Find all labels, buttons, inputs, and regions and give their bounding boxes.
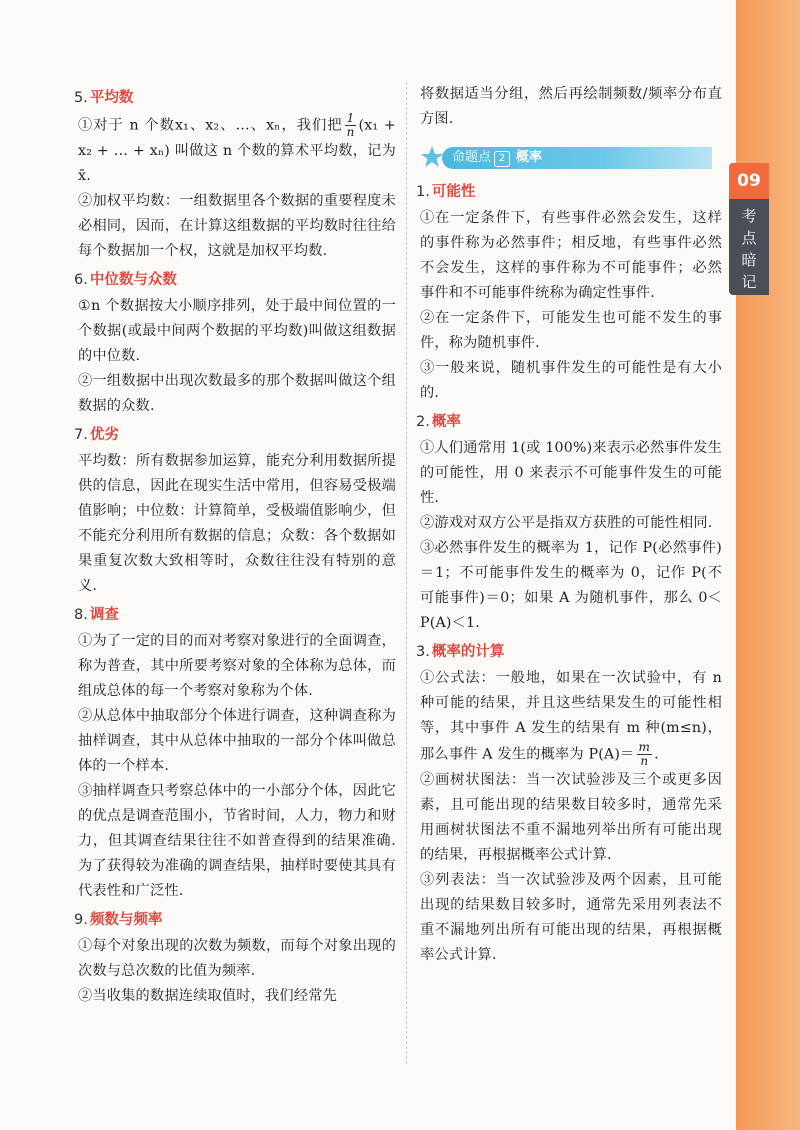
topic-label: 命题点 <box>452 150 492 165</box>
section-7 <box>74 423 396 599</box>
paragraph: ③一般来说，随机事件发生的可能性是有大小的. <box>420 360 722 401</box>
text-run: ①公式法：一般地，如果在一次试验中，有 n 种可能的结果，并且这些结果发生的可能性相等，其中事件 A 发生的结果有 m 种(m≤n)，那么事件 A 发生的概率为 P(A) <box>420 670 722 763</box>
section-title <box>74 908 396 932</box>
section-number: 6. <box>74 272 88 288</box>
chapter-tab[interactable] <box>729 163 769 295</box>
section-title <box>74 423 396 447</box>
section-title-text: 中位数与众数 <box>89 272 177 288</box>
paragraph: ②加权平均数：一组数据里各个数据的重要程度未必相同，因而，在计算这组数据的平均数时往往给每个数据加一个权，这就是加权平均数. <box>78 193 396 259</box>
paragraph: ②从总体中抽取部分个体进行调查，这种调查称为抽样调查，其中从总体中抽取的一部分个体叫做总体的一个样本. <box>78 708 396 774</box>
section-title <box>416 640 722 664</box>
section-number: 8. <box>74 607 88 623</box>
paragraph: ③必然事件发生的概率为 1，记作 P(必然事件)＝1；不可能事件发生的概率为 0，记作 P(不可能事件)＝0；如果 A 为随机事件，那么 0＜P(A)＜1. <box>420 540 722 631</box>
text-run: ＝ <box>620 746 635 763</box>
paragraph: ②当收集的数据连续取值时，我们经常先 <box>78 988 337 1004</box>
paragraph: ①人们通常用 1(或 100%)来表示必然事件发生的可能性，用 0 来表示不可能事件发生的可能性. <box>420 440 722 506</box>
topic-pill <box>442 147 712 169</box>
section-title-text: 频数与频率 <box>89 912 163 928</box>
text-run: . <box>654 746 659 763</box>
section-title <box>74 603 396 627</box>
section-r2 <box>416 410 722 636</box>
fraction-numerator: 1 <box>346 111 355 125</box>
fraction-m-over-n <box>637 741 653 768</box>
fraction-denominator: n <box>640 754 649 768</box>
section-title-text: 优劣 <box>89 427 119 443</box>
section-6 <box>74 268 396 419</box>
paragraph: ②画树状图法：当一次试验涉及三个或更多因素，且可能出现的结果数目较多时，通常先采用画树状图法不重不漏地列举出所有可能出现的结果，再根据概率公式计算. <box>420 772 722 863</box>
paragraph: ①n 个数据按大小顺序排列，处于最中间位置的一个数据(或最中间两个数据的平均数)叫做这组数据的中位数. <box>78 298 396 364</box>
paragraph: ②游戏对双方公平是指双方获胜的可能性相同. <box>420 515 713 531</box>
topic-number: 2 <box>494 151 510 167</box>
section-title-text: 平均数 <box>89 90 134 106</box>
fraction-1-over-n <box>345 112 357 139</box>
paragraph: 平均数：所有数据参加运算，能充分利用数据所提供的信息，因此在现实生活中常用，但容易受极端值影响；中位数：计算简单，受极端值影响少，但不能充分利用所有数据的信息；众数：各个数据如果重复次数大致相等时，众数往往没有特别的意义. <box>78 453 396 594</box>
section-r1 <box>416 180 722 406</box>
section-title <box>74 86 396 110</box>
section-number: 7. <box>74 427 88 443</box>
fraction-numerator: m <box>638 740 651 754</box>
section-number: 2. <box>416 414 430 430</box>
section-title <box>74 268 396 292</box>
section-5 <box>74 86 397 264</box>
section-title-text: 概率的计算 <box>431 644 505 660</box>
section-title-text: 概率 <box>431 414 461 430</box>
section-title <box>416 180 722 204</box>
star-icon <box>420 145 444 169</box>
section-9 <box>74 908 396 1009</box>
text-run: ①对于 n 个数x₁、x₂、…、xₙ，我们把 <box>78 117 343 134</box>
paragraph <box>78 112 396 189</box>
topic-header <box>420 144 722 172</box>
paragraph <box>420 666 722 768</box>
section-title <box>416 410 722 434</box>
paragraph: ①每个对象出现的次数为频数，而每个对象出现的次数与总次数的比值为频率. <box>78 938 396 979</box>
fraction-denominator: n <box>346 125 355 139</box>
paragraph: ①为了一定的目的而对考察对象进行的全面调查，称为普查，其中所要考察对象的全体称为总体，而组成总体的每一个考察对象称为个体. <box>78 633 396 699</box>
chapter-number: 09 <box>729 163 769 199</box>
section-number: 1. <box>416 184 430 200</box>
chapter-label: 考点暗记 <box>741 207 757 291</box>
paragraph: ③列表法：当一次试验涉及两个因素，且可能出现的结果数目较多时，通常先采用列表法不重不漏地列出所有可能出现的结果，再根据概率公式计算. <box>420 872 722 963</box>
right-column <box>416 82 722 968</box>
paragraph-continued: 将数据适当分组，然后再绘制频数/频率分布直方图. <box>420 86 722 127</box>
paragraph: ②在一定条件下，可能发生也可能不发生的事件，称为随机事件. <box>420 310 722 351</box>
text-run: (x₁ + x₂ + … + xₙ) 叫做这 n 个数的算术平均数，记为x̄. <box>78 117 397 184</box>
section-title-text: 调查 <box>89 607 119 623</box>
section-r3 <box>416 640 722 968</box>
left-column <box>74 82 397 1009</box>
section-number: 5. <box>74 90 88 106</box>
paragraph: ③抽样调查只考察总体中的一小部分个体，因此它的优点是调查范围小，节省时间，人力，物力和财力，但其调查结果往往不如普查得到的结果准确. 为了获得较为准确的调查结果，抽样时要使其具有代表性和广泛性. <box>78 783 396 899</box>
section-8 <box>74 603 396 904</box>
paragraph: ②一组数据中出现次数最多的那个数据叫做这个组数据的众数. <box>78 373 396 414</box>
section-number: 3. <box>416 644 430 660</box>
column-divider <box>406 82 407 1064</box>
section-number: 9. <box>74 912 88 928</box>
section-title-text: 可能性 <box>431 184 476 200</box>
topic-name: 概率 <box>516 150 543 165</box>
paragraph: ①在一定条件下，有些事件必然会发生，这样的事件称为必然事件；相反地，有些事件必然不会发生，这样的事件称为不可能事件；必然事件和不可能事件统称为确定性事件. <box>420 210 722 301</box>
